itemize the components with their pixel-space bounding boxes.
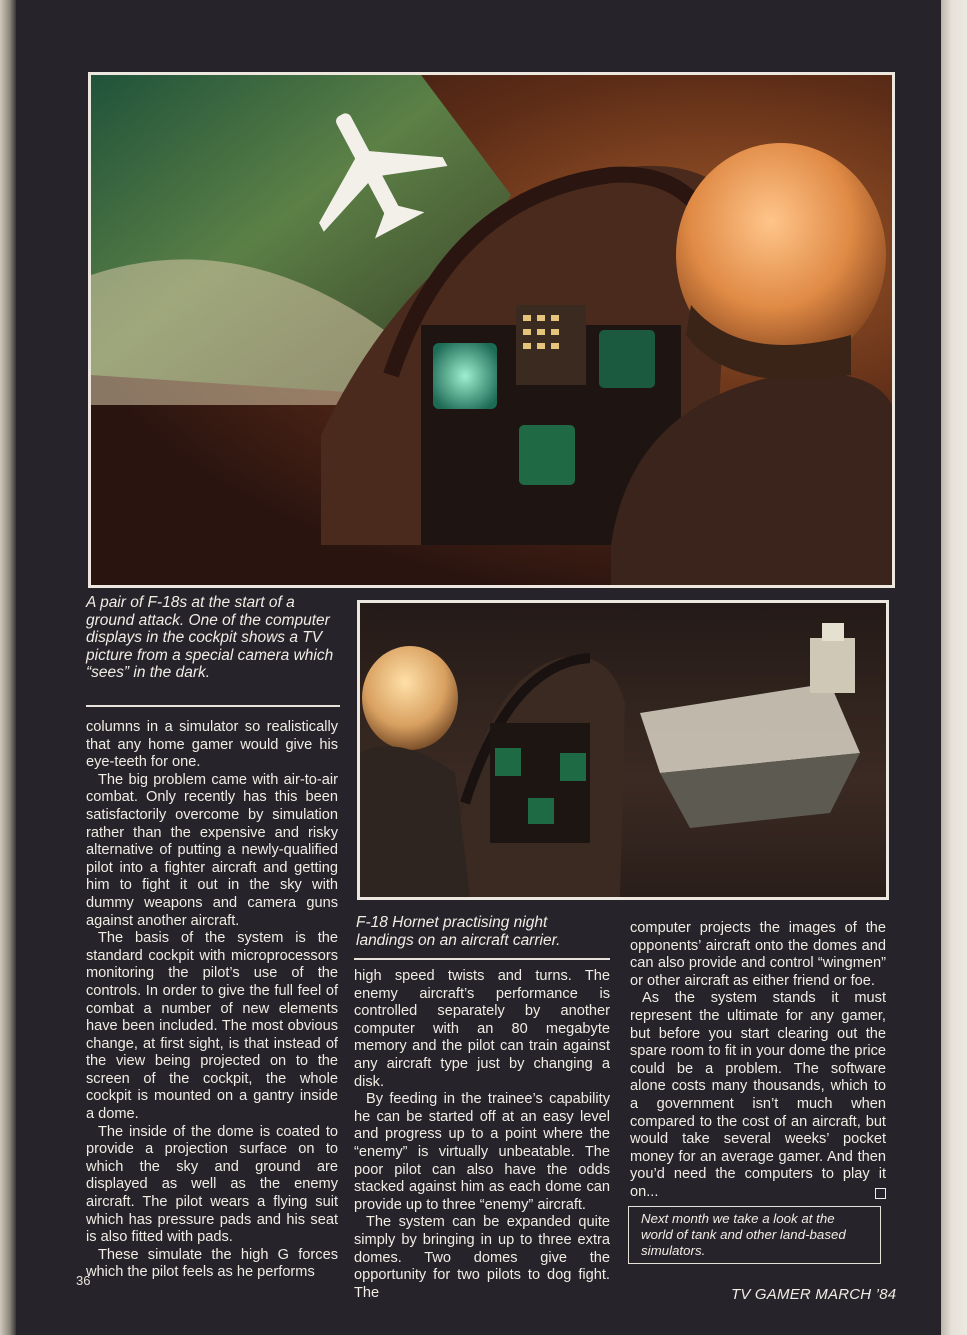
- photo-night-carrier-landing: [357, 600, 889, 900]
- caption-top-photo: A pair of F-18s at the start of a ground attack. One of the computer displays in the cockpit shows a TV picture from a special camera which “sees” in the dark.: [86, 594, 334, 681]
- carrier-illustration: [360, 603, 886, 897]
- divider-rule: [86, 705, 340, 707]
- page-number: 36: [76, 1273, 91, 1288]
- paragraph: These simulate the high G forces which the pilot feels as he performs: [86, 1246, 338, 1281]
- article-column-2: [354, 968, 610, 1302]
- article-column-1: [86, 719, 338, 1282]
- divider-rule: [354, 958, 610, 960]
- paragraph: columns in a simulator so realistically that any home gamer would give his eye-teeth for one.: [86, 719, 338, 771]
- magazine-footer: TV GAMER MARCH ’84: [731, 1286, 897, 1303]
- caption-bottom-photo: F-18 Hornet practising night landings on an aircraft carrier.: [356, 914, 561, 949]
- page-edge: [941, 0, 967, 1335]
- end-mark-icon: [875, 1188, 886, 1199]
- paragraph: The basis of the system is the standard cockpit with microprocessors monitoring the pilot’s use of the controls. In order to give the full feel of combat a number of new elements have been included. The most obvious change, at first sight, is that instead of the view being projected on to the screen of the cockpit, the whole cockpit is mounted on a gantry inside a dome.: [86, 930, 338, 1123]
- cockpit-illustration: [91, 75, 892, 585]
- page-spine: [0, 0, 16, 1335]
- paragraph-text: As the system stands it must represent the ultimate for any gamer, but before you start clearing out the spare room to fit in your dome the price could be a problem. The software alone costs many thousands, which to a government isn’t much when compared to the cost of an aircraft, but would take several weeks’ pocket money for an average gamer. And then you’d need the computers to play it on...: [630, 990, 886, 1200]
- paragraph-with-endmark: [630, 990, 886, 1201]
- paragraph: The inside of the dome is coated to provide a projection surface on to which the sky and ground are displayed as well as the enemy aircraft. The pilot wears a flying suit which has pressure pads and his seat is also fitted with pads.: [86, 1123, 338, 1246]
- photo-cockpit-ground-attack: [88, 72, 895, 588]
- paragraph: The system can be expanded quite simply by bringing in up to three extra domes. Two domes give the opportunity for two pilots to dog fight. The: [354, 1214, 610, 1301]
- paragraph: By feeding in the trainee’s capability he can be started off at an easy level and progress up to a point where the “enemy” is virtually unbeatable. The poor pilot can also have the odds stacked against him as each dome can provide up to three “enemy” aircraft.: [354, 1091, 610, 1213]
- article-column-3: [630, 920, 886, 1202]
- paragraph: computer projects the images of the opponents’ aircraft onto the domes and can also provide and control “wingmen” or other aircraft as either friend or foe.: [630, 920, 886, 989]
- paragraph: The big problem came with air-to-air combat. Only recently has this been satisfactorily overcome by simulation rather than the expensive and risky alternative of putting a newly-qualified pilot into a fighter aircraft and getting him to fight it out in the sky with dummy weapons and camera guns against another aircraft.: [86, 771, 338, 929]
- next-month-box: Next month we take a look at the world of tank and other land-based simulators.: [628, 1206, 881, 1264]
- paragraph: high speed twists and turns. The enemy aircraft’s performance is controlled separately by another computer with an 80 megabyte memory and the pilot can train against any aircraft type just by changing a disk.: [354, 968, 610, 1090]
